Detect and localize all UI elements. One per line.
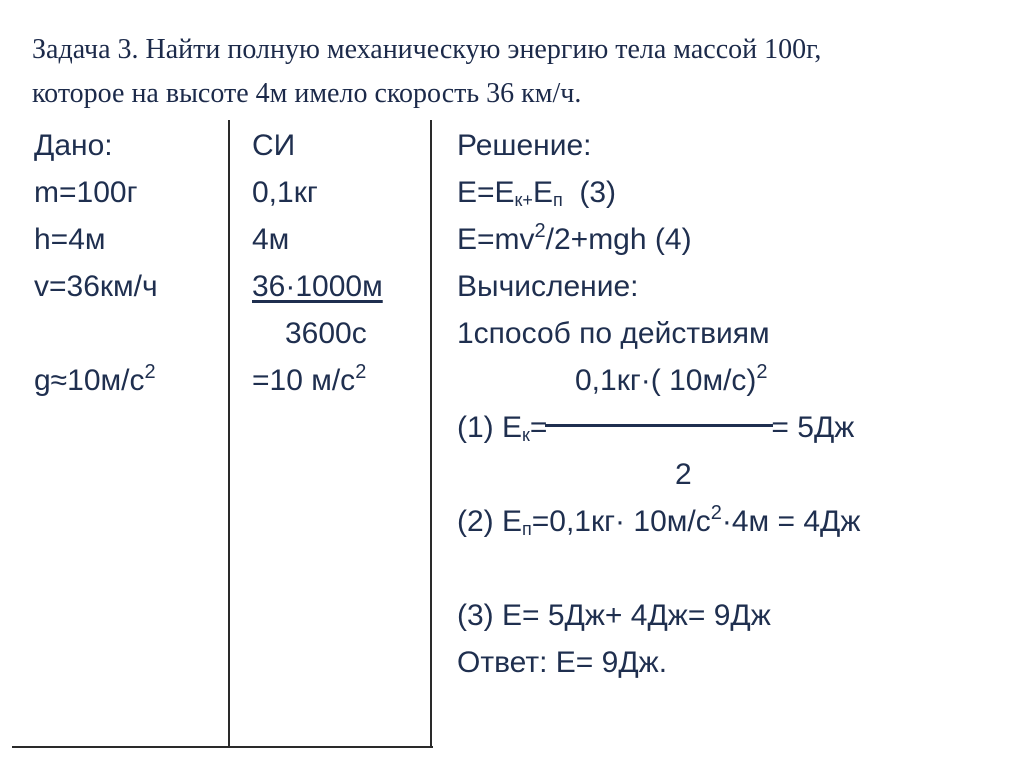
formula4-exponent: 2 <box>534 220 546 242</box>
solution-header: Решение: <box>457 129 592 162</box>
step1-numerator <box>457 357 860 404</box>
step2-sub-p: п <box>522 519 532 539</box>
step2-exponent: 2 <box>710 502 722 524</box>
given-gravity <box>34 357 158 404</box>
bottom-rule <box>12 746 433 748</box>
spacer <box>34 310 158 357</box>
step2-a: =0,1кг· 10м/с <box>531 505 711 538</box>
si-velocity-result <box>252 357 383 404</box>
formula3-e: E=E <box>457 176 515 209</box>
step-2 <box>457 498 860 545</box>
method-label: 1способ по действиям <box>457 317 770 350</box>
calculation-header: Вычисление: <box>457 270 639 303</box>
column-divider-1 <box>228 120 230 748</box>
step-1 <box>457 404 860 451</box>
step1-label: (1) E <box>457 411 523 444</box>
si-result-exponent: 2 <box>355 361 367 383</box>
formula3-tag: (3) <box>579 176 617 209</box>
given-header: Дано: <box>34 129 113 162</box>
step1-sub-k: к <box>522 425 530 445</box>
spacer <box>457 545 860 592</box>
formula3-e2: E <box>532 176 553 209</box>
si-header: СИ <box>252 129 296 162</box>
answer: Ответ: E= 9Дж. <box>457 646 668 679</box>
formula4-a: E=mv <box>457 223 535 256</box>
si-velocity-numerator: 36·1000м <box>252 270 383 303</box>
formula3-sub-p: п <box>552 190 563 210</box>
column-divider-2 <box>430 120 432 748</box>
given-velocity: v=36км/ч <box>34 270 158 303</box>
given-column <box>34 122 158 404</box>
formula-4 <box>457 216 860 263</box>
si-result-text: =10 м/с <box>252 364 356 397</box>
step1-eq: = <box>529 411 548 444</box>
step1-denominator: 2 <box>675 458 692 491</box>
problem-statement <box>32 28 1002 116</box>
formula3-sub-k: к+ <box>514 190 533 210</box>
si-column <box>252 122 383 404</box>
formula4-b: /2+mgh (4) <box>545 223 692 256</box>
step2-b: ·4м = 4Дж <box>721 505 861 538</box>
problem-line-1: Задача 3. Найти полную механическую энергию тела массой 100г, <box>32 34 822 65</box>
fraction-bar <box>545 424 773 427</box>
step1-numerator-exponent: 2 <box>756 361 768 383</box>
si-mass: 0,1кг <box>252 176 318 209</box>
step1-numerator-text: 0,1кг·( 10м/с) <box>575 364 757 397</box>
step2-label: (2) E <box>457 505 523 538</box>
gravity-exponent: 2 <box>144 361 156 383</box>
si-height: 4м <box>252 223 290 256</box>
given-mass: m=100г <box>34 176 138 209</box>
step1-result: = 5Дж <box>771 411 855 444</box>
problem-line-2: которое на высоте 4м имело скорость 36 км/ч. <box>32 78 582 109</box>
gravity-text: g≈10м/с <box>34 364 145 397</box>
step-3: (3) E= 5Дж+ 4Дж= 9Дж <box>457 599 771 632</box>
solution-column <box>457 122 860 686</box>
given-height: h=4м <box>34 223 106 256</box>
si-velocity-denominator: 3600с <box>285 317 367 350</box>
formula-3 <box>457 169 860 216</box>
